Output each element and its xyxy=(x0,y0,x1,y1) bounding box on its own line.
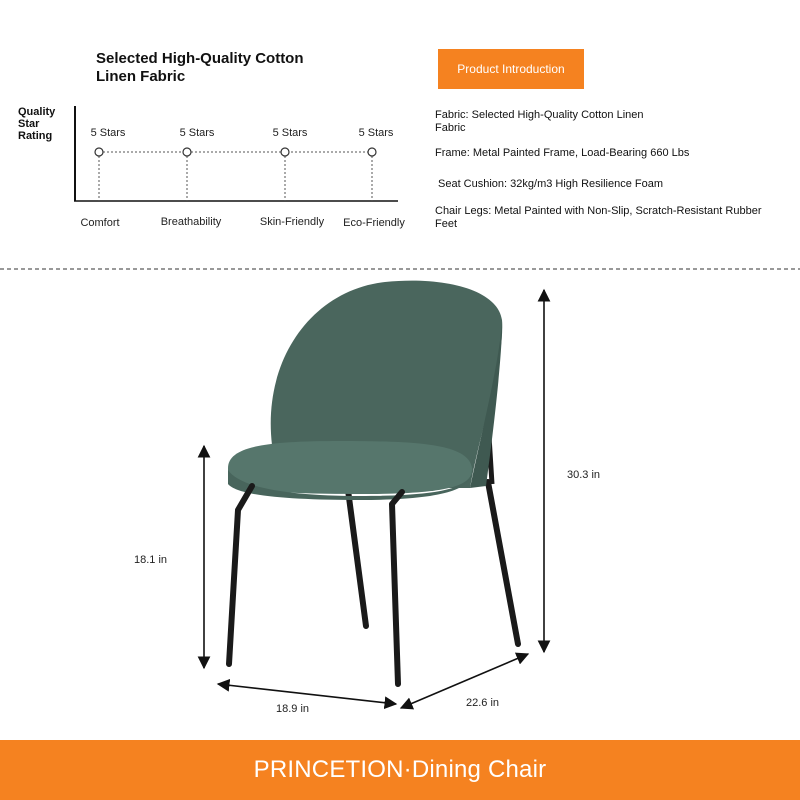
spec-chair-legs: Chair Legs: Metal Painted with Non-Slip, Scratch-Resistant Rubber Feet xyxy=(435,205,762,230)
category-breathability: Breathability xyxy=(160,216,222,228)
spec-frame: Frame: Metal Painted Frame, Load-Bearing 660 Lbs xyxy=(435,147,690,159)
width-arrow xyxy=(218,684,396,704)
spec-seat-cushion: Seat Cushion: 32kg/m3 High Resilience Foam xyxy=(438,178,664,190)
width-label: 18.9 in xyxy=(276,703,310,715)
depth-arrow xyxy=(401,654,528,708)
footer-banner xyxy=(0,740,800,800)
rating-point-1 xyxy=(183,148,191,156)
rating-point-2 xyxy=(281,148,289,156)
value-label-comfort: 5 Stars xyxy=(90,127,126,139)
spec-fabric: Fabric: Selected High-Quality Cotton Linen Fabric xyxy=(435,109,644,134)
chair-leg-front-right xyxy=(392,492,402,684)
rating-marks xyxy=(95,148,376,201)
category-eco-friendly: Eco-Friendly xyxy=(343,217,405,229)
value-label-breathability: 5 Stars xyxy=(179,127,215,139)
rating-point-0 xyxy=(95,148,103,156)
headline: Selected High-Quality Cotton Linen Fabric xyxy=(96,50,304,85)
chair-leg-back-left xyxy=(348,490,366,626)
total-height-label: 30.3 in xyxy=(567,469,601,481)
category-skin-friendly: Skin-Friendly xyxy=(259,216,325,228)
value-label-skin-friendly: 5 Stars xyxy=(272,127,308,139)
category-comfort: Comfort xyxy=(80,217,120,229)
rating-point-3 xyxy=(368,148,376,156)
chair-leg-front-left xyxy=(229,486,252,664)
chair-leg-back-right xyxy=(488,482,518,644)
chair-illustration xyxy=(228,281,518,684)
product-introduction-button[interactable]: Product Introduction xyxy=(438,49,584,89)
seat-height-label: 18.1 in xyxy=(134,554,168,566)
product-title: PRINCETION·Dining Chair xyxy=(253,756,547,783)
chart-y-label: Quality Star Rating xyxy=(18,106,56,142)
depth-label: 22.6 in xyxy=(466,697,500,709)
value-label-eco-friendly: 5 Stars xyxy=(358,127,394,139)
chair-seat xyxy=(228,441,472,494)
